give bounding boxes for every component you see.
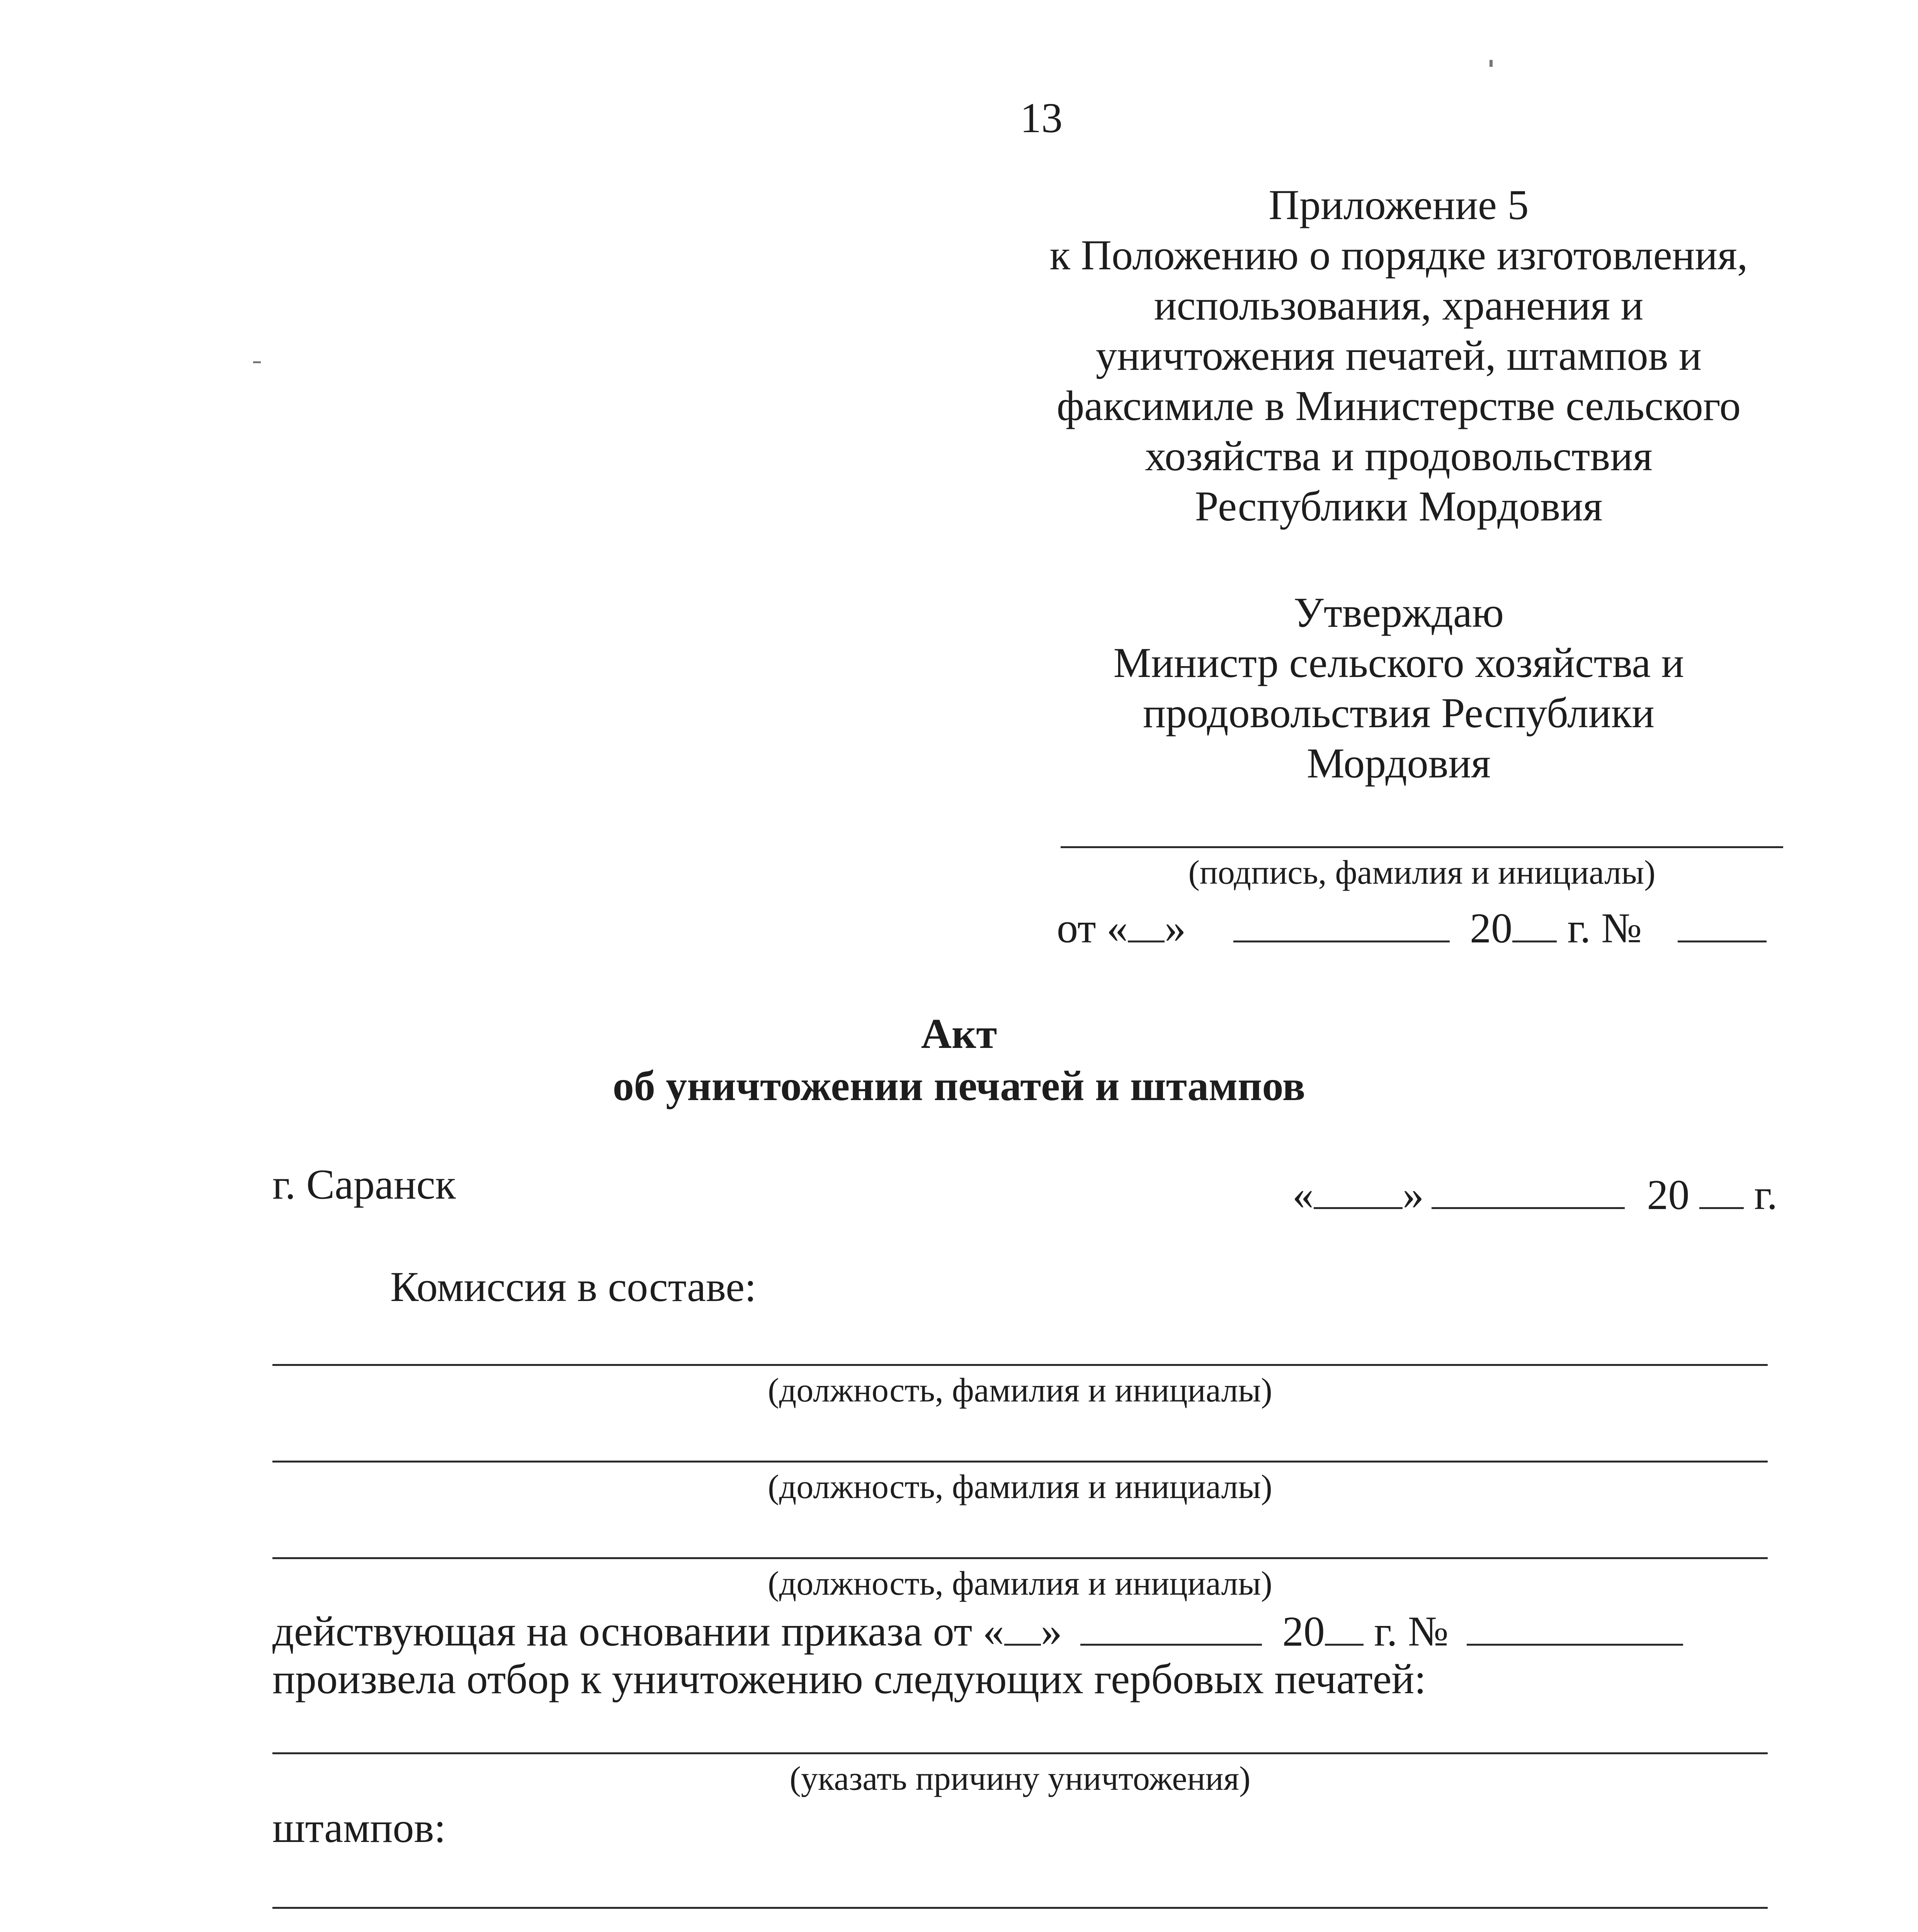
member-line bbox=[272, 1364, 1768, 1366]
city: г. Саранск bbox=[272, 1161, 456, 1208]
year-suffix: г. bbox=[1743, 1171, 1778, 1218]
selection-text: произвела отбор к уничтожению следующих гербовых печатей: bbox=[272, 1655, 1426, 1702]
page-number: 13 bbox=[1020, 94, 1063, 141]
appendix-line: хозяйства и продовольствия bbox=[1145, 432, 1653, 480]
approval-line: продовольствия Республики bbox=[1143, 689, 1655, 736]
scan-speck bbox=[1490, 60, 1493, 67]
minister-signature-line bbox=[1061, 846, 1783, 848]
scan-speck bbox=[253, 361, 261, 363]
document-title: Акт bbox=[921, 1010, 997, 1057]
day-blank bbox=[1314, 1171, 1403, 1209]
year-blank bbox=[1699, 1171, 1744, 1209]
basis-line bbox=[272, 1607, 1683, 1653]
appendix-line: Приложение 5 bbox=[1268, 181, 1529, 228]
basis-prefix: действующая на основании приказа от « bbox=[272, 1607, 1004, 1655]
year-blank bbox=[1512, 904, 1557, 942]
month-blank bbox=[1233, 904, 1450, 942]
stamps-label: штампов: bbox=[272, 1804, 446, 1851]
year-prefix: 20 bbox=[1470, 904, 1513, 952]
year-number-label: г. № bbox=[1557, 904, 1642, 952]
appendix-line: факсимиле в Министерстве сельского bbox=[1056, 382, 1741, 429]
order-number-blank bbox=[1467, 1607, 1683, 1646]
year-blank bbox=[1325, 1607, 1364, 1646]
member-line bbox=[272, 1557, 1768, 1559]
approval-line: Министр сельского хозяйства и bbox=[1113, 639, 1684, 686]
member-caption: (должность, фамилия и инициалы) bbox=[768, 1372, 1272, 1409]
year-prefix: 20 bbox=[1647, 1171, 1690, 1218]
appendix-line: к Положению о порядке изготовления, bbox=[1049, 231, 1748, 279]
month-blank bbox=[1080, 1607, 1262, 1646]
appendix-line: использования, хранения и bbox=[1154, 282, 1644, 329]
appendix-line: Республики Мордовия bbox=[1195, 483, 1603, 530]
number-blank bbox=[1678, 904, 1767, 942]
date-prefix: от « bbox=[1057, 904, 1128, 952]
day-blank bbox=[1128, 904, 1165, 942]
day-blank bbox=[1004, 1607, 1041, 1646]
approval-date-line bbox=[1057, 904, 1767, 952]
month-blank bbox=[1432, 1171, 1625, 1209]
date-quote-close: » bbox=[1165, 904, 1186, 952]
document-subtitle: об уничтожении печатей и штампов bbox=[612, 1062, 1306, 1109]
member-caption: (должность, фамилия и инициалы) bbox=[768, 1565, 1272, 1602]
quote-close: » bbox=[1403, 1171, 1424, 1218]
approval-line: Утверждаю bbox=[1293, 589, 1504, 636]
member-line bbox=[272, 1461, 1768, 1463]
basis-quote-close: » bbox=[1041, 1607, 1062, 1655]
year-prefix: 20 bbox=[1282, 1607, 1325, 1655]
act-date bbox=[1292, 1171, 1777, 1216]
reason-caption: (указать причину уничтожения) bbox=[789, 1760, 1251, 1798]
quote-open: « bbox=[1292, 1171, 1314, 1218]
appendix-line: уничтожения печатей, штампов и bbox=[1096, 332, 1702, 379]
approval-line: Мордовия bbox=[1307, 740, 1491, 787]
seals-line bbox=[272, 1752, 1768, 1754]
year-number-label: г. № bbox=[1363, 1607, 1449, 1655]
stamps-line bbox=[272, 1907, 1768, 1909]
commission-label: Комиссия в составе: bbox=[390, 1263, 757, 1310]
signature-caption: (подпись, фамилия и инициалы) bbox=[1188, 854, 1656, 891]
member-caption: (должность, фамилия и инициалы) bbox=[768, 1468, 1272, 1506]
